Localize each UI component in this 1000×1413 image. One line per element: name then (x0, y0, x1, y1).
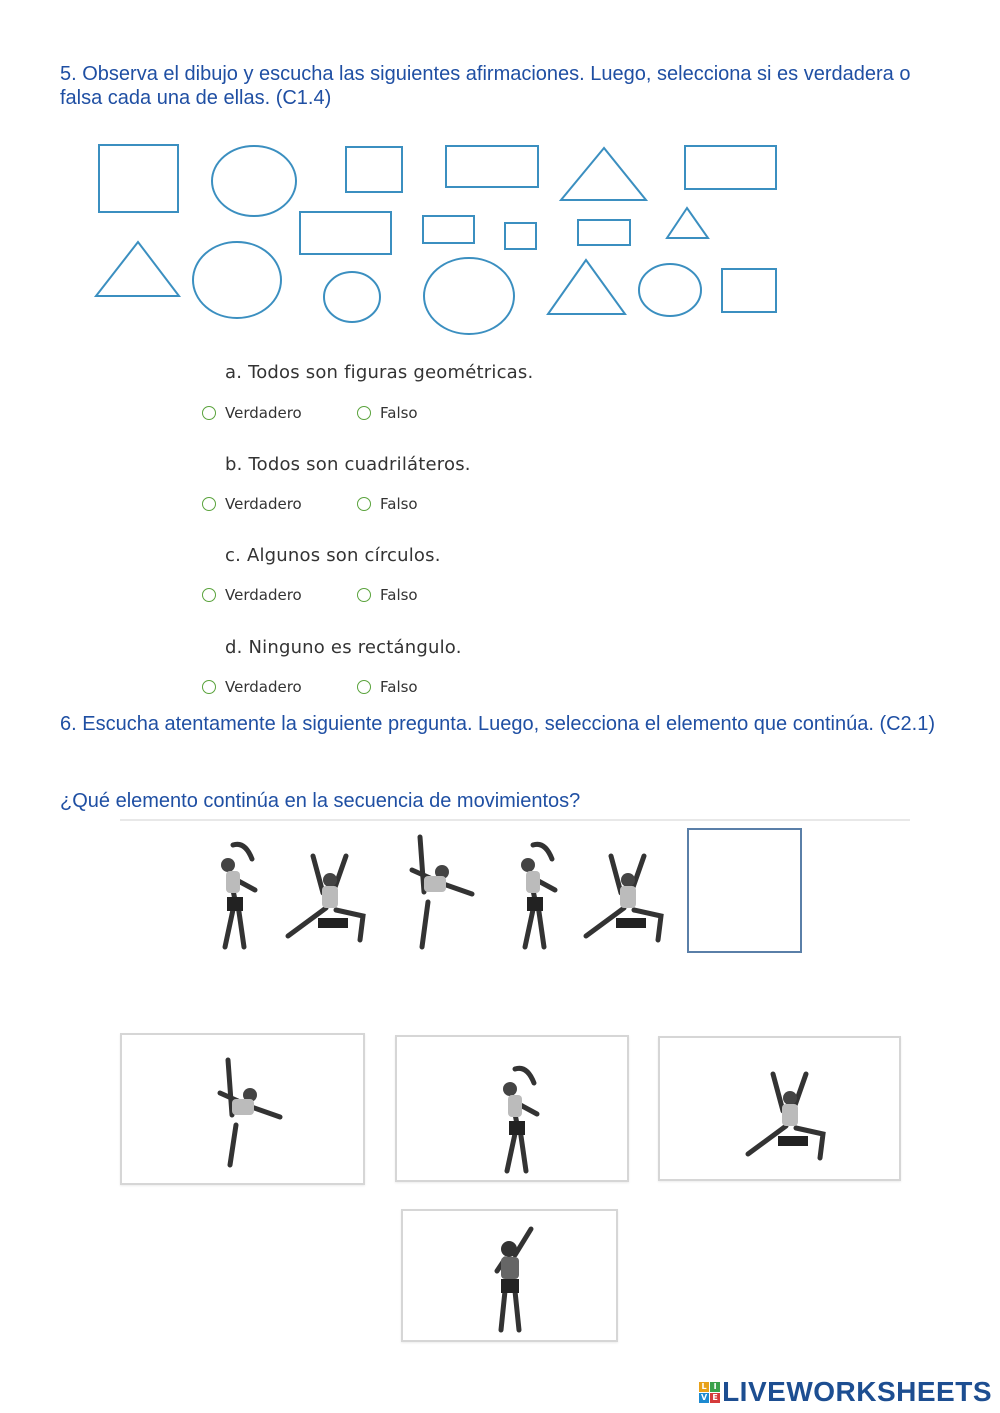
choice-lunge[interactable] (658, 1036, 901, 1181)
triangle-shape (548, 260, 625, 314)
option-verdadero-c[interactable]: Verdadero (202, 586, 302, 604)
radio-icon[interactable] (357, 406, 371, 420)
square-shape (505, 223, 536, 249)
radio-icon[interactable] (202, 680, 216, 694)
dancer-arm-up-figure (483, 1225, 543, 1340)
radio-icon[interactable] (357, 588, 371, 602)
question-5-title: 5. Observa el dibujo y escucha las siguientes afirmaciones. Luego, selecciona si es verdadera o falsa cada una de ellas. (C1.4) (60, 63, 911, 109)
rectangle-shape (446, 146, 538, 187)
geometric-shapes-figure (90, 138, 790, 338)
dancer-lunge-figure (278, 848, 373, 948)
rectangle-shape (722, 269, 776, 312)
radio-icon[interactable] (202, 406, 216, 420)
statement-d: d. Ninguno es rectángulo. (225, 637, 462, 658)
rectangle-shape (346, 147, 402, 192)
dancer-side-bend-figure (200, 835, 275, 955)
rectangle-shape (423, 216, 474, 243)
dancer-side-bend-figure (482, 1059, 557, 1179)
dancer-side-bend-figure (500, 835, 575, 955)
dancer-leg-raise-figure (402, 832, 482, 952)
circle-shape (324, 272, 380, 322)
option-falso-a[interactable]: Falso (357, 404, 418, 422)
question-6-subtitle: ¿Qué elemento continúa en la secuencia de movimientos? (60, 790, 581, 812)
radio-icon[interactable] (202, 497, 216, 511)
rectangle-shape (685, 146, 776, 189)
liveworksheets-logo (699, 1376, 992, 1408)
answer-drop-box[interactable] (687, 828, 802, 953)
circle-shape (639, 264, 701, 316)
statement-a: a. Todos son figuras geométricas. (225, 362, 534, 383)
choice-leg-raise[interactable] (120, 1033, 365, 1185)
circle-shape (193, 242, 281, 318)
dancer-lunge-figure (738, 1066, 833, 1166)
logo-icon: L I V E (699, 1382, 720, 1403)
radio-icon[interactable] (357, 497, 371, 511)
radio-icon[interactable] (357, 680, 371, 694)
dancer-leg-raise-figure (210, 1055, 290, 1175)
option-verdadero-a[interactable]: Verdadero (202, 404, 302, 422)
circle-shape (424, 258, 514, 334)
radio-icon[interactable] (202, 588, 216, 602)
rectangle-shape (300, 212, 391, 254)
option-falso-b[interactable]: Falso (357, 495, 418, 513)
option-verdadero-d[interactable]: Verdadero (202, 678, 302, 696)
divider (120, 819, 910, 821)
triangle-shape (667, 208, 708, 238)
triangle-shape (96, 242, 179, 296)
statement-b: b. Todos son cuadriláteros. (225, 454, 471, 475)
question-6-title: 6. Escucha atentamente la siguiente pregunta. Luego, selecciona el elemento que continúa. (C2.1) (60, 713, 936, 735)
choice-arm-up[interactable] (401, 1209, 618, 1342)
choice-side-bend[interactable] (395, 1035, 629, 1182)
option-falso-d[interactable]: Falso (357, 678, 418, 696)
dancer-lunge-figure (576, 848, 671, 948)
square-shape (99, 145, 178, 212)
brand-text: LIVEWORKSHEETS (722, 1376, 992, 1407)
rectangle-shape (578, 220, 630, 245)
statement-c: c. Algunos son círculos. (225, 545, 441, 566)
triangle-shape (561, 148, 646, 200)
option-falso-c[interactable]: Falso (357, 586, 418, 604)
oval-shape (212, 146, 296, 216)
option-verdadero-b[interactable]: Verdadero (202, 495, 302, 513)
